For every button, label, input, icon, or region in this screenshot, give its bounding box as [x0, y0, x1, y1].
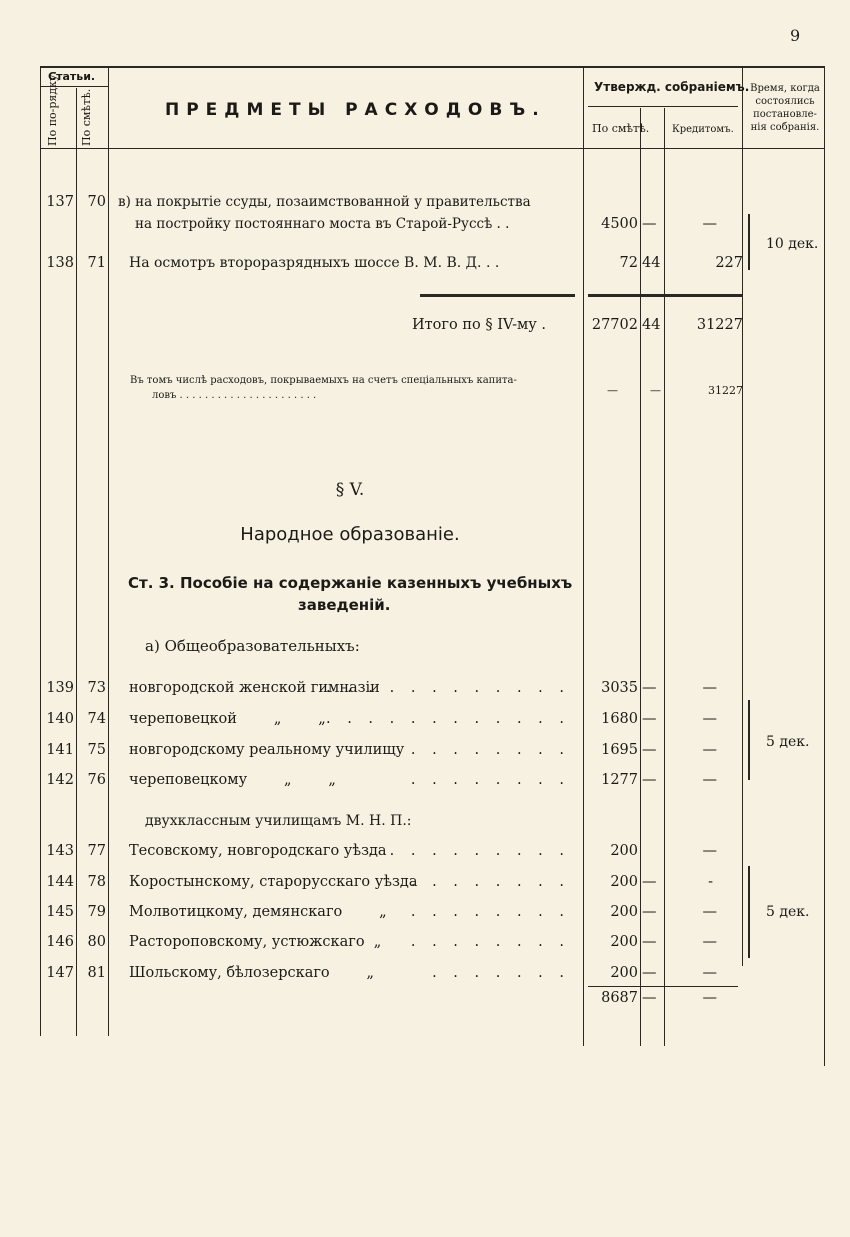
- row-credit: -: [708, 874, 713, 890]
- total-amount: 27702: [591, 317, 638, 333]
- row-description: Молвотицкому, демянскаго „: [129, 904, 387, 920]
- table-row: [0, 874, 850, 898]
- table-row: [0, 904, 850, 928]
- including-credit: 31227: [708, 384, 743, 397]
- row-estimate-number: 75: [87, 742, 106, 758]
- row-credit: —: [702, 934, 717, 950]
- header-by-estimate: По смѣтѣ.: [80, 88, 93, 146]
- table-row: [0, 772, 850, 796]
- final-credit: —: [702, 990, 717, 1006]
- row-number: 145: [46, 904, 74, 920]
- row-credit: —: [702, 680, 717, 696]
- header-by-smeta: По смѣтѣ.: [592, 122, 650, 135]
- total-row: [0, 317, 850, 341]
- row-credit: —: [702, 965, 717, 981]
- table-row-continued: [0, 216, 850, 240]
- final-amount: 8687: [601, 990, 638, 1006]
- row-kopecks: —: [642, 965, 657, 981]
- row-amount: 200: [610, 965, 638, 981]
- leader-dots: . . . . . . . .: [410, 772, 570, 788]
- row-kopecks: —: [642, 904, 657, 920]
- row-credit: 227: [715, 255, 743, 271]
- row-kopecks: —: [642, 742, 657, 758]
- row-amount: 3035: [601, 680, 638, 696]
- row-kopecks: 44: [642, 255, 661, 271]
- row-credit: —: [702, 711, 717, 727]
- subheading-b: двухклассным училищамъ М. Н. П.:: [145, 813, 412, 829]
- leader-dots: . . . . . . . .: [410, 904, 570, 920]
- row-amount: 1680: [601, 711, 638, 727]
- including-amount: —: [607, 384, 618, 397]
- row-description: Шольскому, бѣлозерскаго „: [129, 965, 375, 981]
- row-description: новгородскому реальному училищу: [129, 742, 405, 758]
- leader-dots: . . . . . . .: [432, 965, 570, 981]
- row-number: 139: [46, 680, 74, 696]
- total-rule: [420, 294, 575, 297]
- row-number: 137: [46, 194, 74, 210]
- row-number: 142: [46, 772, 74, 788]
- row-kopecks: —: [642, 874, 657, 890]
- row-credit: —: [702, 216, 717, 232]
- final-kopecks: —: [642, 990, 657, 1006]
- row-estimate-number: 81: [87, 965, 106, 981]
- final-sum-rule: [588, 986, 738, 987]
- top-rule: [40, 66, 825, 68]
- table-row: [0, 843, 850, 867]
- row-description: на постройку постояннаго моста въ Старой-Руссѣ . .: [135, 216, 510, 232]
- row-description: новгородской женской гимназіи: [129, 680, 380, 696]
- total-credit: 31227: [696, 317, 743, 333]
- row-estimate-number: 74: [87, 711, 106, 727]
- header-by-order: По по-рядку.: [46, 71, 59, 146]
- row-kopecks: —: [642, 934, 657, 950]
- date-10-dec: 10 дек.: [766, 236, 819, 252]
- row-kopecks: —: [642, 772, 657, 788]
- leader-dots: . . . . . . . .: [410, 934, 570, 950]
- row-amount: 4500: [601, 216, 638, 232]
- row-kopecks: —: [642, 680, 657, 696]
- row-description: На осмотръ второразрядныхъ шоссе В. М. В. Д. . .: [129, 255, 500, 271]
- leader-dots: . . . . . . . . . .: [368, 843, 570, 859]
- row-estimate-number: 73: [87, 680, 106, 696]
- row-credit: —: [702, 843, 717, 859]
- leader-dots: . . . . . . . .: [410, 742, 570, 758]
- section-title: Народное образованіе.: [240, 524, 460, 545]
- header-time: [744, 82, 826, 134]
- article-3-line2: заведеній.: [298, 596, 391, 614]
- table-row: [0, 742, 850, 766]
- including-line1: Въ томъ числѣ расходовъ, покрываемыхъ на счетъ спеціальныхъ капита-: [130, 375, 517, 386]
- header-time-line2: состоялись: [755, 96, 815, 107]
- header-approved: Утвержд. собраніемъ.: [594, 80, 750, 94]
- article-3-line1: Ст. 3. Пособіе на содержаніе казенныхъ учебныхъ: [128, 574, 573, 592]
- date-5-dec-b: 5 дек.: [766, 904, 810, 920]
- row-kopecks: —: [642, 216, 657, 232]
- row-number: 147: [46, 965, 74, 981]
- approved-underline: [588, 106, 738, 107]
- row-estimate-number: 79: [87, 904, 106, 920]
- including-row-values: [0, 384, 850, 408]
- total-kopecks: 44: [642, 317, 661, 333]
- row-credit: —: [702, 742, 717, 758]
- section-number: § V.: [335, 480, 365, 500]
- row-number: 146: [46, 934, 74, 950]
- row-kopecks: —: [642, 711, 657, 727]
- row-estimate-number: 78: [87, 874, 106, 890]
- table-row: [0, 711, 850, 735]
- row-estimate-number: 71: [87, 255, 106, 271]
- header-time-line3: постановле-: [753, 109, 817, 120]
- row-amount: 72: [619, 255, 638, 271]
- total-rule-right: [588, 294, 743, 297]
- row-amount: 200: [610, 904, 638, 920]
- row-description: Коростынскому, старорусскаго уѣзда: [129, 874, 418, 890]
- row-description: череповецкой „ „: [129, 711, 326, 727]
- header-time-line4: нія собранія.: [750, 122, 820, 133]
- row-estimate-number: 77: [87, 843, 106, 859]
- header-time-line1: Время, когда: [750, 83, 820, 94]
- row-number: 141: [46, 742, 74, 758]
- row-estimate-number: 80: [87, 934, 106, 950]
- including-kopecks: —: [650, 384, 661, 397]
- date-5-dec-a: 5 дек.: [766, 734, 810, 750]
- table-row: [0, 934, 850, 958]
- header-by-credit: Кредитомъ.: [672, 124, 734, 135]
- row-estimate-number: 70: [87, 194, 106, 210]
- row-description: череповецкому „ „: [129, 772, 336, 788]
- row-amount: 1695: [601, 742, 638, 758]
- row-number: 143: [46, 843, 74, 859]
- row-description: Тесовскому, новгородскаго уѣзда: [129, 843, 387, 859]
- row-credit: —: [702, 904, 717, 920]
- page-number: 9: [790, 26, 801, 45]
- row-amount: 200: [610, 843, 638, 859]
- subheading-a: а) Общеобразовательныхъ:: [145, 637, 360, 655]
- table-row: [0, 680, 850, 704]
- final-sum-row: [0, 990, 850, 1014]
- row-number: 144: [46, 874, 74, 890]
- including-line2: ловъ . . . . . . . . . . . . . . . . . . . . . .: [152, 390, 317, 401]
- leader-dots: . . . . . . . . . . . .: [325, 711, 570, 727]
- article-3-title: [128, 572, 572, 616]
- header-bottom-rule: [40, 148, 825, 149]
- leader-dots: . . . . . . . .: [410, 874, 570, 890]
- page-title: ПРЕДМЕТЫ РАСХОДОВЪ.: [165, 100, 546, 120]
- row-amount: 200: [610, 934, 638, 950]
- header-articles: Статьи.: [48, 70, 96, 83]
- table-row: [0, 194, 850, 218]
- row-number: 138: [46, 255, 74, 271]
- total-label: Итого по § IV-му .: [412, 317, 546, 333]
- row-amount: 1277: [601, 772, 638, 788]
- row-number: 140: [46, 711, 74, 727]
- row-credit: —: [702, 772, 717, 788]
- row-amount: 200: [610, 874, 638, 890]
- row-description: Растороповскому, устюжскаго „: [129, 934, 382, 950]
- row-description: в) на покрытіе ссуды, позаимствованной у правительства: [118, 194, 531, 210]
- leader-dots: . . . . . . . . . . . .: [325, 680, 570, 696]
- table-row: [0, 255, 850, 279]
- row-estimate-number: 76: [87, 772, 106, 788]
